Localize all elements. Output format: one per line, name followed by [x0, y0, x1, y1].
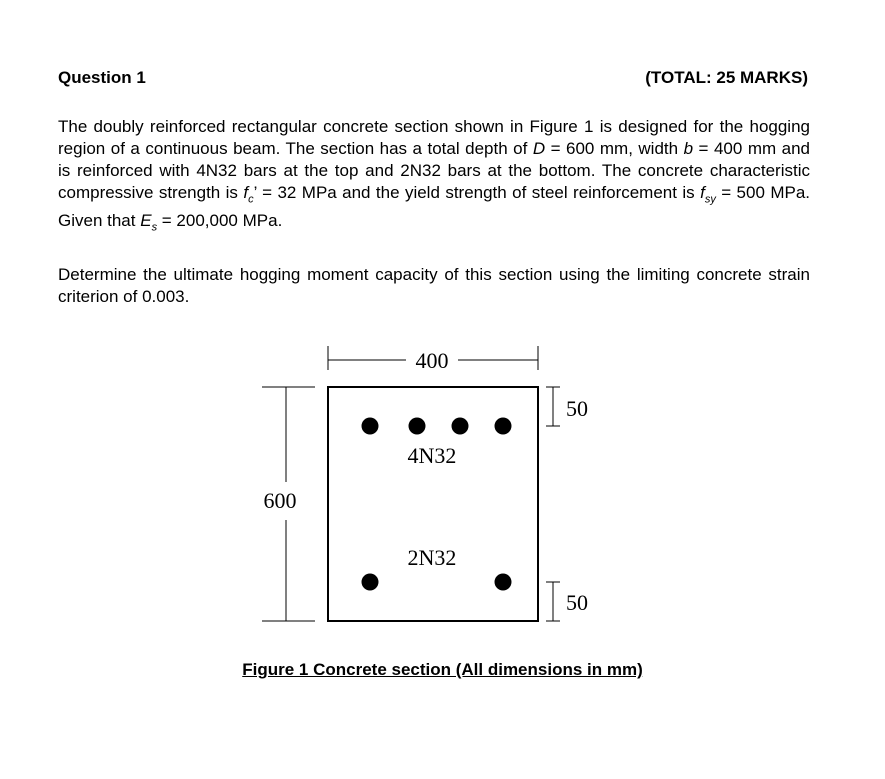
bottom-bar — [495, 574, 512, 591]
task-statement: Determine the ultimate hogging moment capacity of this section using the limiting concrete strain criterion of 0.003. — [58, 265, 810, 306]
symbol-fsy: f — [700, 183, 705, 202]
figure-caption: Figure 1 Concrete section (All dimensions in mm) — [242, 660, 643, 679]
text-segment: = 500 MPa. Given that — [58, 183, 810, 231]
text-segment: = 600 mm, width — [545, 139, 684, 158]
top-bar — [362, 418, 379, 435]
symbol-fc: f — [243, 183, 249, 202]
symbol-fc-subscript: c — [248, 193, 254, 206]
depth-label: 600 — [263, 488, 297, 513]
text-segment: The doubly reinforced rectangular concrete section shown in Figure 1 is designed for the hogging region of a continuous beam. The section has a total depth of — [58, 117, 810, 158]
symbol-D: D — [532, 139, 546, 158]
text-segment: ’ = 32 MPa and the yield strength of steel reinforcement is — [253, 183, 701, 202]
question-title: Question 1 — [58, 68, 146, 87]
text-segment: = 400 mm and is reinforced with 4N32 bars at the top and 2N32 bars at the bottom. The concrete characteristic compressive strength is — [58, 139, 811, 202]
bottom-cover-label: 50 — [566, 590, 588, 615]
symbol-fsy-subscript: sy — [704, 193, 716, 206]
text-segment: = 200,000 MPa. — [157, 211, 283, 231]
symbol-Es: E — [140, 211, 152, 231]
width-label: 400 — [415, 348, 449, 373]
symbol-b: b — [683, 139, 694, 158]
top-bar — [409, 418, 426, 435]
bottom-bars-label: 2N32 — [407, 545, 457, 570]
top-bar — [495, 418, 512, 435]
symbol-Es-subscript: s — [151, 221, 158, 234]
bottom-bar — [362, 574, 379, 591]
top-cover-label: 50 — [566, 396, 588, 421]
top-bars-label: 4N32 — [407, 443, 457, 468]
problem-statement — [58, 116, 810, 239]
total-marks: (TOTAL: 25 MARKS) — [645, 68, 808, 87]
top-bar — [452, 418, 469, 435]
concrete-section-figure — [240, 330, 640, 640]
